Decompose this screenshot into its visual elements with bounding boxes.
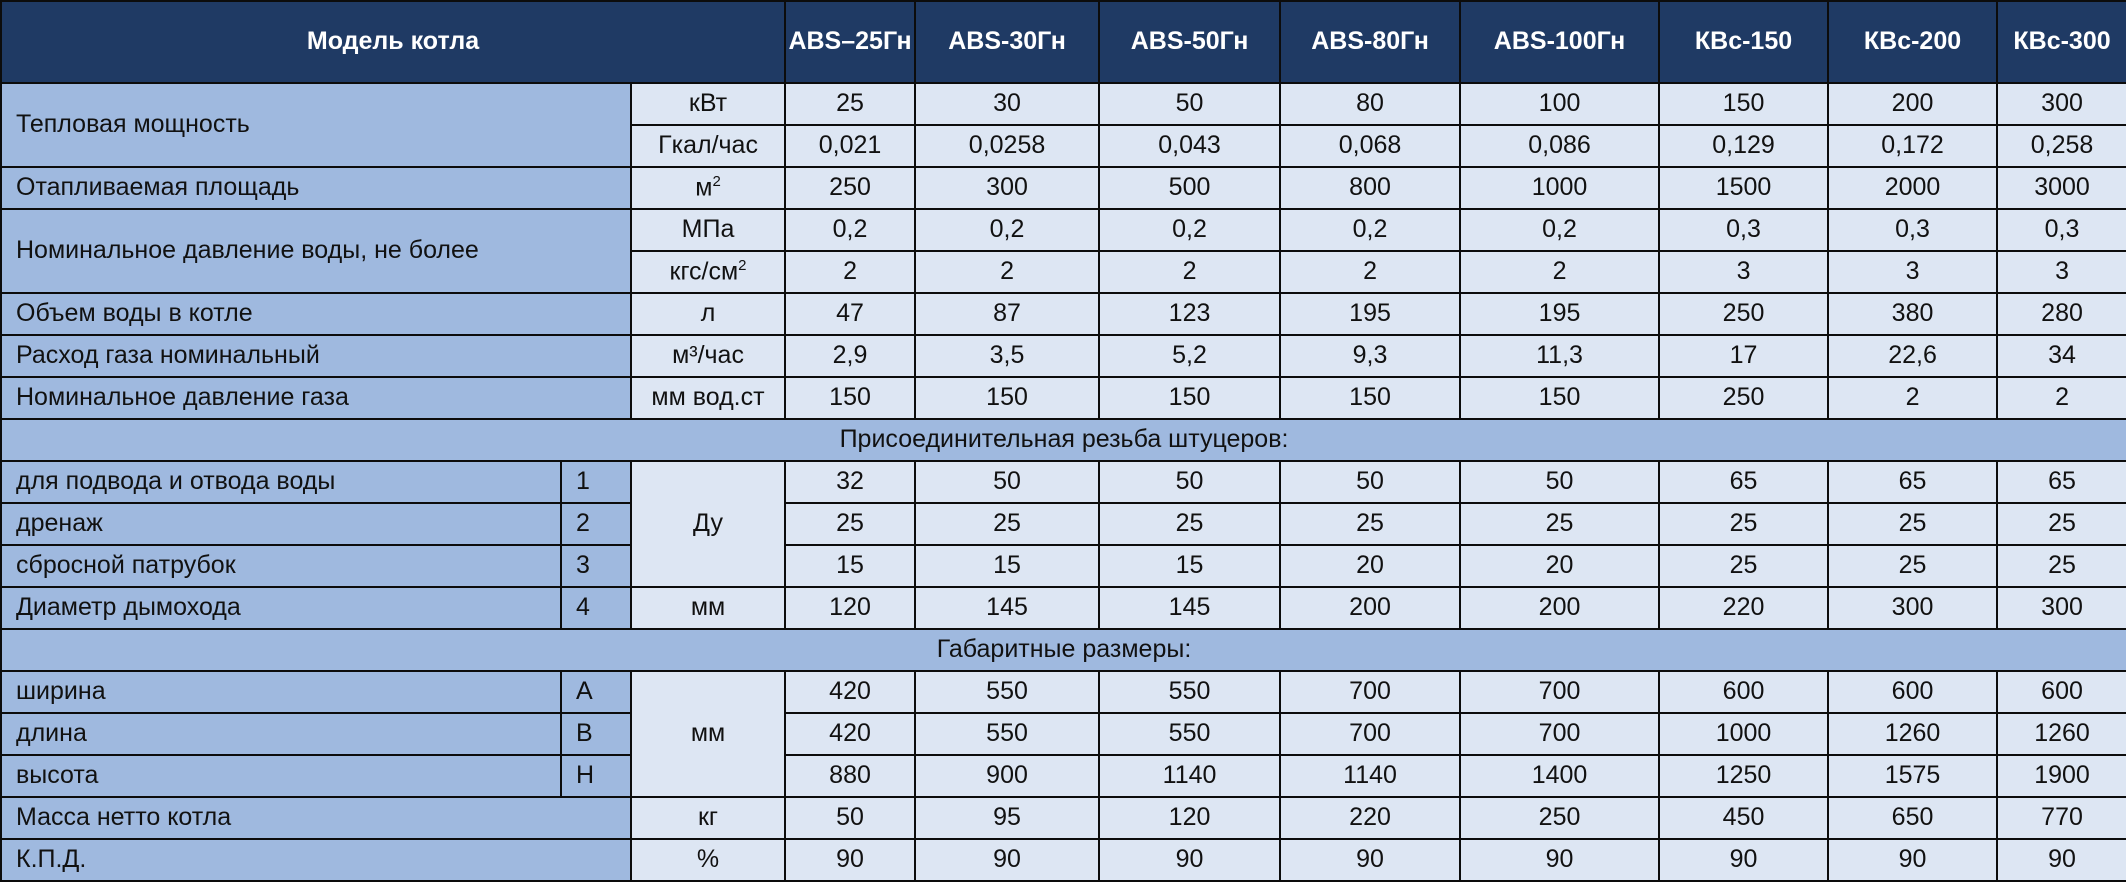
value-cell: 65 xyxy=(1997,461,2126,503)
value-cell: 80 xyxy=(1280,83,1460,125)
unit-cell: кВт xyxy=(631,83,785,125)
value-cell: 195 xyxy=(1460,293,1659,335)
header-row xyxy=(1,1,2126,83)
value-cell: 0,068 xyxy=(1280,125,1460,167)
table-row xyxy=(1,83,2126,125)
value-cell: 50 xyxy=(1280,461,1460,503)
value-cell: 20 xyxy=(1280,545,1460,587)
value-cell: 25 xyxy=(1659,545,1828,587)
value-cell: 120 xyxy=(1099,797,1280,839)
value-cell: 220 xyxy=(1659,587,1828,629)
value-cell: 95 xyxy=(915,797,1099,839)
value-cell: 22,6 xyxy=(1828,335,1997,377)
value-cell: 2000 xyxy=(1828,167,1997,209)
value-cell: 65 xyxy=(1828,461,1997,503)
row-index: 3 xyxy=(561,545,631,587)
model-header: ABS–25Гн xyxy=(785,1,915,83)
row-index: 4 xyxy=(561,587,631,629)
value-cell: 17 xyxy=(1659,335,1828,377)
value-cell: 220 xyxy=(1280,797,1460,839)
value-cell: 650 xyxy=(1828,797,1997,839)
value-cell: 150 xyxy=(1280,377,1460,419)
value-cell: 1575 xyxy=(1828,755,1997,797)
value-cell: 300 xyxy=(915,167,1099,209)
row-label: К.П.Д. xyxy=(1,839,631,881)
value-cell: 800 xyxy=(1280,167,1460,209)
value-cell: 87 xyxy=(915,293,1099,335)
value-cell: 25 xyxy=(785,503,915,545)
value-cell: 0,2 xyxy=(1099,209,1280,251)
value-cell: 1000 xyxy=(1659,713,1828,755)
value-cell: 300 xyxy=(1997,587,2126,629)
unit-superscript: 2 xyxy=(712,173,721,191)
value-cell: 770 xyxy=(1997,797,2126,839)
row-label: Номинальное давление воды, не более xyxy=(1,209,631,293)
value-cell: 25 xyxy=(1460,503,1659,545)
value-cell: 880 xyxy=(785,755,915,797)
value-cell: 1260 xyxy=(1828,713,1997,755)
value-cell: 380 xyxy=(1828,293,1997,335)
value-cell: 0,3 xyxy=(1997,209,2126,251)
row-label: Масса нетто котла xyxy=(1,797,631,839)
section-title: Габаритные размеры: xyxy=(1,629,2126,671)
value-cell: 500 xyxy=(1099,167,1280,209)
unit-cell: мм xyxy=(631,671,785,797)
value-cell: 600 xyxy=(1659,671,1828,713)
value-cell: 550 xyxy=(1099,713,1280,755)
unit-cell: Ду xyxy=(631,461,785,587)
value-cell: 120 xyxy=(785,587,915,629)
value-cell: 0,2 xyxy=(785,209,915,251)
value-cell: 3 xyxy=(1997,251,2126,293)
unit-cell: м³/час xyxy=(631,335,785,377)
value-cell: 25 xyxy=(1997,503,2126,545)
value-cell: 0,0258 xyxy=(915,125,1099,167)
value-cell: 700 xyxy=(1280,713,1460,755)
value-cell: 600 xyxy=(1997,671,2126,713)
value-cell: 0,129 xyxy=(1659,125,1828,167)
value-cell: 50 xyxy=(915,461,1099,503)
unit-text: кгс/см xyxy=(669,257,739,286)
table-row xyxy=(1,671,2126,713)
value-cell: 700 xyxy=(1460,671,1659,713)
value-cell: 2,9 xyxy=(785,335,915,377)
value-cell: 2 xyxy=(1280,251,1460,293)
value-cell: 200 xyxy=(1280,587,1460,629)
value-cell: 2 xyxy=(1099,251,1280,293)
value-cell: 47 xyxy=(785,293,915,335)
unit-cell xyxy=(631,251,785,293)
value-cell: 3 xyxy=(1659,251,1828,293)
value-cell: 150 xyxy=(1460,377,1659,419)
value-cell: 150 xyxy=(1659,83,1828,125)
value-cell: 0,172 xyxy=(1828,125,1997,167)
section-row xyxy=(1,629,2126,671)
value-cell: 0,3 xyxy=(1659,209,1828,251)
model-header: КВс-200 xyxy=(1828,1,1997,83)
value-cell: 700 xyxy=(1280,671,1460,713)
value-cell: 150 xyxy=(785,377,915,419)
value-cell: 100 xyxy=(1460,83,1659,125)
value-cell: 420 xyxy=(785,713,915,755)
model-header: ABS-100Гн xyxy=(1460,1,1659,83)
value-cell: 1400 xyxy=(1460,755,1659,797)
value-cell: 145 xyxy=(915,587,1099,629)
table-row xyxy=(1,545,2126,587)
value-cell: 25 xyxy=(915,503,1099,545)
value-cell: 1140 xyxy=(1099,755,1280,797)
table-row xyxy=(1,797,2126,839)
row-label: Диаметр дымохода xyxy=(1,587,561,629)
value-cell: 150 xyxy=(915,377,1099,419)
row-index: Н xyxy=(561,755,631,797)
value-cell: 3,5 xyxy=(915,335,1099,377)
value-cell: 450 xyxy=(1659,797,1828,839)
value-cell: 0,086 xyxy=(1460,125,1659,167)
unit-cell: Гкал/час xyxy=(631,125,785,167)
value-cell: 0,258 xyxy=(1997,125,2126,167)
value-cell: 90 xyxy=(1099,839,1280,881)
value-cell: 25 xyxy=(1828,503,1997,545)
section-title: Присоединительная резьба штуцеров: xyxy=(1,419,2126,461)
value-cell: 1140 xyxy=(1280,755,1460,797)
value-cell: 50 xyxy=(785,797,915,839)
value-cell: 25 xyxy=(785,83,915,125)
value-cell: 1000 xyxy=(1460,167,1659,209)
unit-cell: мм xyxy=(631,587,785,629)
value-cell: 1900 xyxy=(1997,755,2126,797)
value-cell: 5,2 xyxy=(1099,335,1280,377)
row-label: длина xyxy=(1,713,561,755)
model-label: Модель котла xyxy=(1,1,785,83)
unit-text: м xyxy=(695,173,713,202)
value-cell: 2 xyxy=(1997,377,2126,419)
value-cell: 25 xyxy=(1828,545,1997,587)
row-index: А xyxy=(561,671,631,713)
value-cell: 250 xyxy=(785,167,915,209)
table-row xyxy=(1,209,2126,251)
value-cell: 9,3 xyxy=(1280,335,1460,377)
value-cell: 0,3 xyxy=(1828,209,1997,251)
value-cell: 0,2 xyxy=(1280,209,1460,251)
value-cell: 90 xyxy=(1280,839,1460,881)
model-header: КВс-150 xyxy=(1659,1,1828,83)
value-cell: 900 xyxy=(915,755,1099,797)
unit-cell: л xyxy=(631,293,785,335)
value-cell: 25 xyxy=(1997,545,2126,587)
value-cell: 90 xyxy=(1659,839,1828,881)
value-cell: 250 xyxy=(1460,797,1659,839)
value-cell: 700 xyxy=(1460,713,1659,755)
value-cell: 0,2 xyxy=(1460,209,1659,251)
row-label: Расход газа номинальный xyxy=(1,335,631,377)
row-label: для подвода и отвода воды xyxy=(1,461,561,503)
value-cell: 250 xyxy=(1659,377,1828,419)
value-cell: 90 xyxy=(785,839,915,881)
value-cell: 123 xyxy=(1099,293,1280,335)
value-cell: 15 xyxy=(785,545,915,587)
value-cell: 15 xyxy=(1099,545,1280,587)
row-label: Отапливаемая площадь xyxy=(1,167,631,209)
value-cell: 90 xyxy=(1828,839,1997,881)
value-cell: 420 xyxy=(785,671,915,713)
value-cell: 34 xyxy=(1997,335,2126,377)
value-cell: 600 xyxy=(1828,671,1997,713)
model-header: ABS-80Гн xyxy=(1280,1,1460,83)
value-cell: 20 xyxy=(1460,545,1659,587)
value-cell: 3 xyxy=(1828,251,1997,293)
unit-cell: МПа xyxy=(631,209,785,251)
model-header: ABS-50Гн xyxy=(1099,1,1280,83)
row-label: Тепловая мощность xyxy=(1,83,631,167)
value-cell: 50 xyxy=(1460,461,1659,503)
value-cell: 300 xyxy=(1997,83,2126,125)
row-label: ширина xyxy=(1,671,561,713)
unit-superscript: 2 xyxy=(738,257,747,275)
row-label: дренаж xyxy=(1,503,561,545)
value-cell: 90 xyxy=(1997,839,2126,881)
value-cell: 2 xyxy=(1828,377,1997,419)
table-row xyxy=(1,839,2126,881)
value-cell: 30 xyxy=(915,83,1099,125)
value-cell: 2 xyxy=(785,251,915,293)
value-cell: 300 xyxy=(1828,587,1997,629)
value-cell: 195 xyxy=(1280,293,1460,335)
value-cell: 250 xyxy=(1659,293,1828,335)
value-cell: 0,021 xyxy=(785,125,915,167)
table-row xyxy=(1,587,2126,629)
table-row xyxy=(1,713,2126,755)
value-cell: 550 xyxy=(915,713,1099,755)
value-cell: 2 xyxy=(1460,251,1659,293)
unit-cell: кг xyxy=(631,797,785,839)
value-cell: 90 xyxy=(1460,839,1659,881)
row-index: 2 xyxy=(561,503,631,545)
value-cell: 280 xyxy=(1997,293,2126,335)
unit-cell: мм вод.ст xyxy=(631,377,785,419)
value-cell: 50 xyxy=(1099,83,1280,125)
value-cell: 25 xyxy=(1099,503,1280,545)
value-cell: 90 xyxy=(915,839,1099,881)
table-row xyxy=(1,755,2126,797)
value-cell: 1260 xyxy=(1997,713,2126,755)
value-cell: 550 xyxy=(915,671,1099,713)
row-label: Объем воды в котле xyxy=(1,293,631,335)
value-cell: 32 xyxy=(785,461,915,503)
model-header: ABS-30Гн xyxy=(915,1,1099,83)
table-row xyxy=(1,293,2126,335)
row-label: Номинальное давление газа xyxy=(1,377,631,419)
value-cell: 65 xyxy=(1659,461,1828,503)
value-cell: 0,2 xyxy=(915,209,1099,251)
table-row xyxy=(1,461,2126,503)
value-cell: 200 xyxy=(1828,83,1997,125)
model-header: КВс-300 xyxy=(1997,1,2126,83)
value-cell: 25 xyxy=(1659,503,1828,545)
table-row xyxy=(1,167,2126,209)
value-cell: 25 xyxy=(1280,503,1460,545)
unit-cell: % xyxy=(631,839,785,881)
value-cell: 2 xyxy=(915,251,1099,293)
table-row xyxy=(1,335,2126,377)
unit-cell xyxy=(631,167,785,209)
value-cell: 550 xyxy=(1099,671,1280,713)
section-row xyxy=(1,419,2126,461)
value-cell: 200 xyxy=(1460,587,1659,629)
value-cell: 1250 xyxy=(1659,755,1828,797)
row-label: высота xyxy=(1,755,561,797)
row-label: сбросной патрубок xyxy=(1,545,561,587)
value-cell: 150 xyxy=(1099,377,1280,419)
value-cell: 50 xyxy=(1099,461,1280,503)
value-cell: 11,3 xyxy=(1460,335,1659,377)
value-cell: 15 xyxy=(915,545,1099,587)
row-index: В xyxy=(561,713,631,755)
value-cell: 1500 xyxy=(1659,167,1828,209)
value-cell: 3000 xyxy=(1997,167,2126,209)
value-cell: 0,043 xyxy=(1099,125,1280,167)
table-row xyxy=(1,503,2126,545)
table-row xyxy=(1,377,2126,419)
value-cell: 145 xyxy=(1099,587,1280,629)
row-index: 1 xyxy=(561,461,631,503)
